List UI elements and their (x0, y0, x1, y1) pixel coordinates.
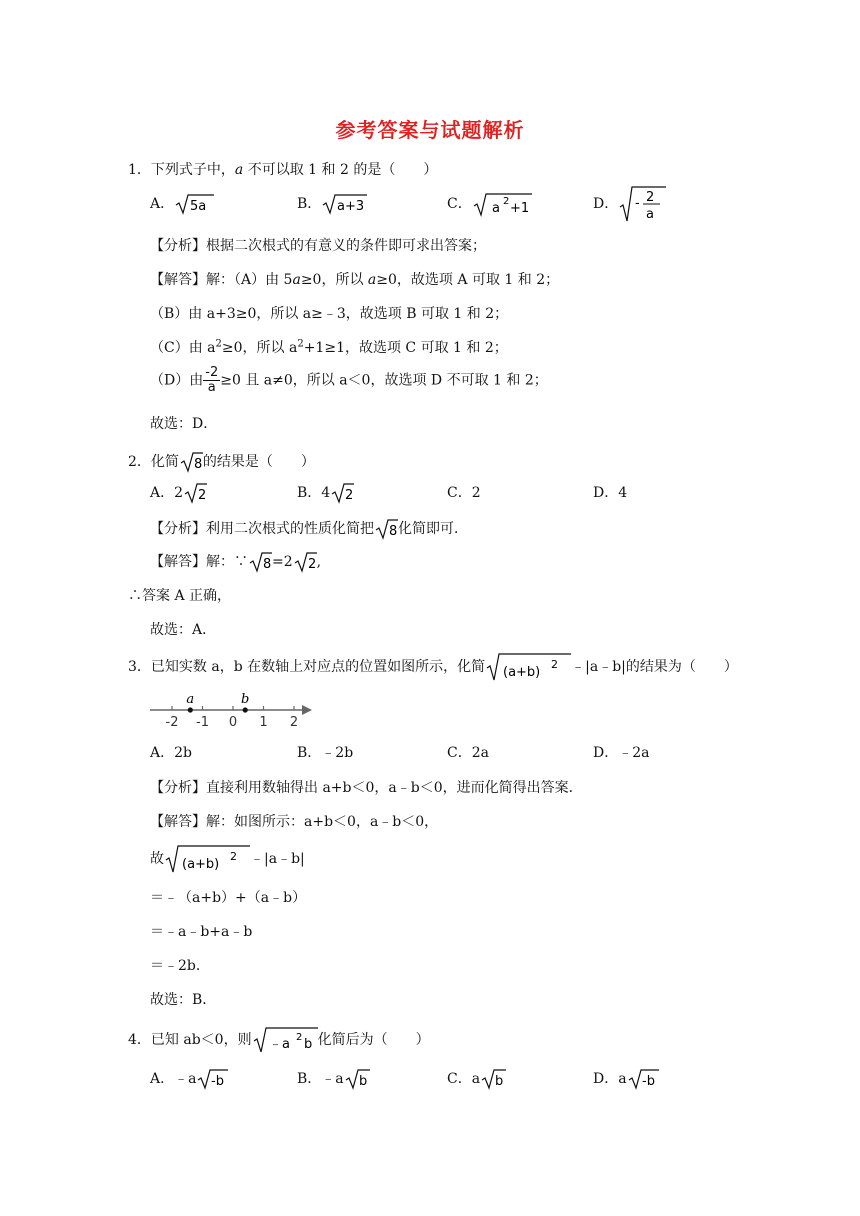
q1-option-c: C． a 2 +1 (447, 191, 532, 217)
sqrt-symbol (293, 551, 317, 573)
q1-option-d: D． - 2 a (593, 185, 666, 223)
q3-solution: 【解答】解：如图所示：a+b＜0，a﹣b＜0， (150, 814, 439, 830)
question-4-stem: 4．已知 ab＜0，则 ﹣a 2 b 化简后为（ ） (128, 1026, 430, 1054)
svg-text:b: b (495, 1074, 504, 1089)
point-label-b: b (241, 692, 250, 707)
sqrt-symbol (179, 451, 203, 473)
q3-step-2: ＝﹣a﹣b+a﹣b (150, 924, 253, 940)
sqrt-symbol (480, 1068, 506, 1090)
question-1-stem: 1．下列式子中，a 不可以取 1 和 2 的是（ ） (128, 162, 438, 178)
point-a (188, 707, 193, 712)
q4-option-d: D．a -b (593, 1068, 659, 1090)
axis-tick-label: 2 (289, 715, 299, 730)
q2-solution: 【解答】解：∵ 8 =2 2 , (150, 551, 321, 573)
q2-option-d: D．4 (593, 485, 628, 501)
q3-option-a: A．2b (150, 745, 192, 761)
svg-text:2: 2 (551, 658, 559, 671)
q2-conclusion: ∴答案 A 正确， (128, 588, 232, 604)
svg-text:-: - (635, 196, 640, 211)
svg-text:-b: -b (211, 1074, 225, 1089)
svg-text:2: 2 (502, 196, 510, 207)
q4-option-b: B．﹣a b (297, 1068, 370, 1090)
svg-text:(a+b): (a+b) (503, 665, 541, 680)
svg-text:2: 2 (198, 488, 207, 503)
q1-solution-b: （B）由 a+3≥0，所以 a≥﹣3，故选项 B 可取 1 和 2； (150, 306, 509, 322)
sqrt-symbol (485, 652, 571, 682)
number-line (146, 690, 316, 738)
sqrt-symbol (344, 1068, 370, 1090)
q1-solution-d: （D）由 $\frac{-2}{a}$ ≥0 且 a≠0，所以 a＜0，故选项 D 不可取 1 和 2； (150, 365, 548, 395)
axis-tick-label: -1 (196, 715, 209, 730)
sqrt-symbol (330, 482, 354, 504)
svg-text:8: 8 (389, 524, 398, 539)
sqrt-symbol (618, 185, 666, 223)
sqrt-symbol (252, 1026, 318, 1054)
svg-text:a: a (491, 201, 500, 216)
point-b (243, 707, 248, 712)
sqrt-symbol (321, 193, 367, 215)
sqrt-symbol (174, 193, 214, 215)
svg-text:a+3: a+3 (337, 199, 365, 214)
svg-text:2: 2 (307, 557, 316, 572)
sqrt-symbol (183, 482, 207, 504)
sqrt-symbol (248, 551, 272, 573)
sqrt-symbol (164, 844, 250, 874)
q1-answer: 故选：D． (150, 416, 218, 432)
axis-tick-label: -2 (165, 715, 179, 730)
q1-option-b: B． a+3 (297, 193, 367, 215)
svg-text:2: 2 (646, 190, 655, 205)
svg-text:+1: +1 (509, 201, 529, 216)
svg-text:b: b (303, 1037, 312, 1052)
q1-option-a: A． 5a (150, 193, 214, 215)
point-label-a: a (186, 692, 195, 707)
q4-option-a: A．﹣a -b (150, 1068, 228, 1090)
q1-analysis: 【分析】根据二次根式的有意义的条件即可求出答案； (150, 238, 486, 254)
page-title: 参考答案与试题解析 (335, 118, 525, 142)
sqrt-symbol (472, 191, 532, 217)
axis-tick-label: 0 (228, 715, 238, 730)
q3-option-b: B．﹣2b (297, 745, 354, 761)
q4-option-c: C．a b (447, 1068, 506, 1090)
q2-option-c: C．2 (447, 485, 481, 501)
q3-analysis: 【分析】直接利用数轴得出 a+b＜0，a﹣b＜0，进而化简得出答案． (150, 780, 583, 796)
q2-answer: 故选：A． (150, 622, 217, 638)
svg-text:2: 2 (230, 850, 237, 863)
q2-option-a: A．2 2 (150, 482, 207, 504)
svg-text:8: 8 (263, 557, 272, 572)
q3-step-0: 故 (a+b) 2 ﹣|a﹣b| (150, 844, 305, 874)
question-2-stem: 2．化简 8 的结果是（ ） (128, 451, 315, 473)
svg-text:﹣a: ﹣a (268, 1037, 290, 1052)
svg-text:-b: -b (641, 1074, 655, 1089)
q3-step-3: ＝﹣2b． (150, 958, 210, 974)
q3-option-d: D．﹣2a (593, 745, 650, 761)
axis-tick-label: 1 (259, 715, 268, 730)
q1-solution-a: 【解答】解：（A）由 5a≥0，所以 a≥0，故选项 A 可取 1 和 2； (150, 272, 560, 288)
fraction: $\frac{-2}{a}$ (205, 365, 219, 395)
sqrt-symbol (196, 1068, 228, 1090)
svg-text:8: 8 (193, 457, 203, 472)
q2-analysis: 【分析】利用二次根式的性质化简把 8 化简即可． (150, 518, 468, 540)
svg-text:2: 2 (295, 1032, 302, 1043)
svg-text:a: a (646, 207, 655, 222)
svg-text:2: 2 (345, 488, 354, 503)
q3-answer: 故选：B． (150, 992, 217, 1008)
question-3-stem: 3．已知实数 a，b 在数轴上对应点的位置如图所示，化简 (a+b) 2 ﹣|a﹣b|的结果为（ ） (128, 652, 738, 682)
sqrt-symbol (374, 518, 398, 540)
q2-option-b: B．4 2 (297, 482, 354, 504)
svg-text:b: b (358, 1074, 367, 1089)
q3-option-c: C．2a (447, 745, 489, 761)
svg-text:(a+b): (a+b) (182, 857, 220, 872)
sqrt-symbol (627, 1068, 659, 1090)
q3-step-1: ＝﹣（a+b）+（a﹣b） (150, 890, 307, 906)
q1-solution-c: （C）由 $a^2\ge 0$，所以 $a^2+1\ge 1$，故选项 C 可取 1 和 2； (150, 338, 508, 356)
svg-text:5a: 5a (190, 199, 207, 214)
